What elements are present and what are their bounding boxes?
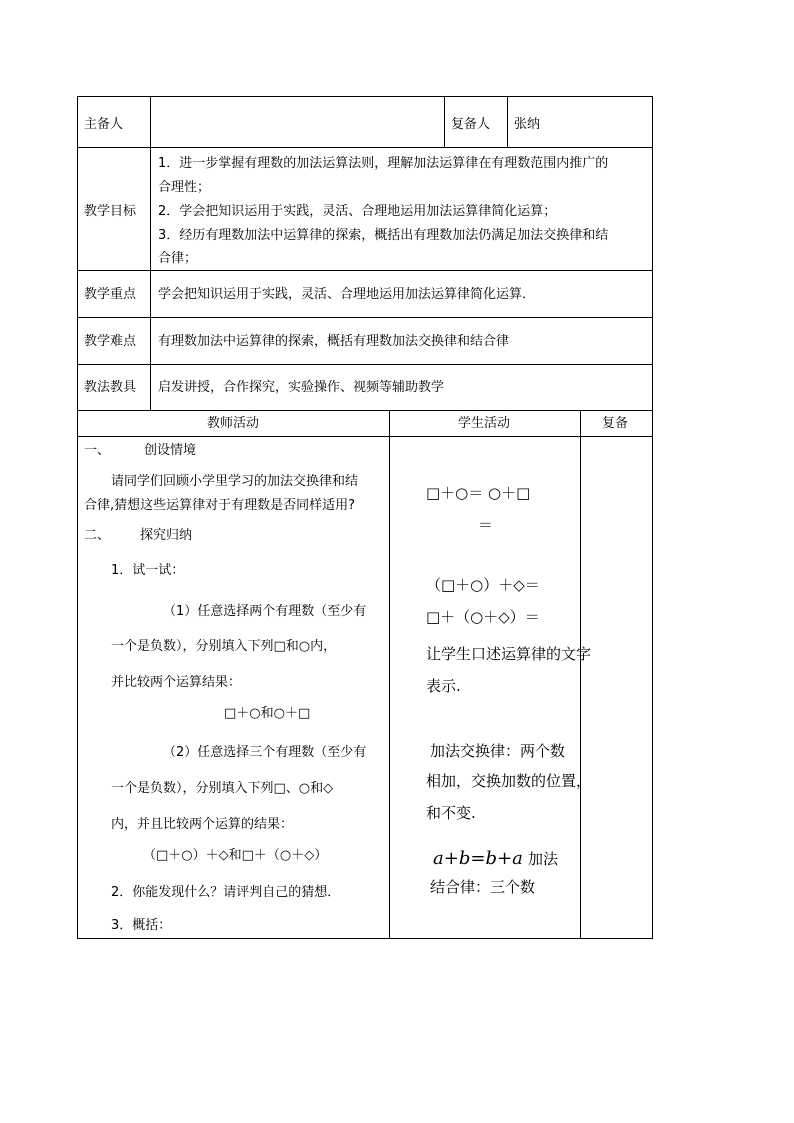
table-border-left — [77, 96, 78, 939]
row-divider — [77, 410, 653, 411]
teacher-text: 一个是负数），分别填入下列□和○内， — [111, 639, 337, 654]
difficulty-value: 有理数加法中运算律的探索，概括有理数加法交换律和结合律 — [158, 334, 510, 349]
objectives-label: 教学目标 — [84, 204, 137, 219]
review-header: 复备 — [602, 416, 629, 431]
student-text: 和不变. — [426, 804, 476, 822]
row-divider — [77, 317, 653, 318]
objective-line: 合理性； — [158, 180, 211, 195]
formula-var-a: a — [433, 848, 444, 869]
lead-preparer-label: 主备人 — [84, 117, 124, 132]
column-divider — [580, 410, 581, 938]
teacher-text: 并比较两个运算结果： — [111, 675, 242, 690]
reviewer-label: 复备人 — [451, 117, 491, 132]
section-title: 创设情境 — [144, 443, 197, 458]
column-divider — [389, 410, 390, 938]
column-divider — [507, 96, 508, 147]
methods-label: 教法教具 — [84, 380, 137, 395]
formula-equals: = — [470, 848, 486, 869]
key-point-label: 教学重点 — [84, 287, 137, 302]
student-equals: ＝ — [478, 516, 494, 534]
student-text: 加法交换律：两个数 — [430, 742, 566, 760]
teacher-text: 合律,猜想这些运算律对于有理数是否同样适用? — [84, 498, 356, 513]
section-title: 探究归纳 — [140, 528, 193, 543]
teacher-text: 请同学们回顾小学里学习的加法交换律和结 — [111, 474, 359, 489]
teacher-text: 内，并且比较两个运算的结果： — [111, 817, 294, 832]
difficulty-label: 教学难点 — [84, 334, 137, 349]
student-text: 结合律：三个数 — [430, 878, 536, 896]
teacher-text: （2）任意选择三个有理数（至少有 — [163, 745, 367, 760]
student-expression: （□＋○）＋◇＝ — [426, 576, 540, 594]
objective-line: 合律； — [158, 251, 198, 266]
row-divider — [77, 147, 653, 148]
column-divider — [150, 96, 151, 410]
teacher-text: 1．试一试： — [111, 563, 185, 578]
column-divider — [444, 96, 445, 147]
commutative-formula — [433, 846, 523, 872]
teacher-text: （1）任意选择两个有理数（至少有 — [163, 604, 367, 619]
teacher-text: 一个是负数），分别填入下列□、○和◇ — [111, 781, 334, 796]
teacher-text: 3．概括： — [111, 918, 172, 933]
row-divider — [77, 436, 653, 437]
section-number: 二、 — [84, 528, 111, 543]
student-text: 让学生口述运算律的文字 — [426, 645, 592, 663]
student-expression: □＋○＝ ○＋□ — [426, 484, 531, 502]
objective-line: 2．学会把知识运用于实践，灵活、合理地运用加法运算律简化运算； — [158, 204, 557, 219]
key-point-value: 学会把知识运用于实践，灵活、合理地运用加法运算律简化运算． — [158, 287, 536, 302]
student-text: 表示. — [426, 677, 461, 695]
teacher-expression: □＋○和○＋□ — [224, 706, 311, 721]
formula-plus: + — [443, 848, 459, 869]
student-activity-header: 学生活动 — [458, 416, 511, 431]
student-text: 相加，交换加数的位置， — [426, 772, 592, 790]
student-text: 加法 — [528, 850, 559, 868]
teacher-expression: （□＋○）＋◇和□＋（○＋◇） — [143, 848, 328, 863]
reviewer-value: 张纳 — [514, 117, 541, 132]
formula-var-b: b — [485, 848, 497, 869]
methods-value: 启发讲授，合作探究，实验操作、视频等辅助教学 — [158, 380, 445, 395]
formula-var-a: a — [512, 848, 523, 869]
objective-line: 3．经历有理数加法中运算律的探索，概括出有理数加法仍满足加法交换律和结 — [158, 228, 609, 243]
section-number: 一、 — [84, 443, 111, 458]
row-divider — [77, 270, 653, 271]
table-border-bottom — [77, 938, 653, 939]
formula-var-b: b — [458, 848, 471, 869]
student-expression: □＋（○＋◇）＝ — [426, 608, 540, 626]
row-divider — [77, 364, 653, 365]
teacher-text: 2．你能发现什么？请评判自己的猜想． — [111, 885, 341, 900]
formula-plus: + — [496, 848, 513, 869]
teacher-activity-header: 教师活动 — [207, 416, 260, 431]
table-border-right — [652, 96, 653, 939]
lesson-plan-table — [77, 96, 653, 939]
table-border-top — [77, 96, 653, 97]
objective-line: 1．进一步掌握有理数的加法运算法则，理解加法运算律在有理数范围内推广的 — [158, 156, 609, 171]
